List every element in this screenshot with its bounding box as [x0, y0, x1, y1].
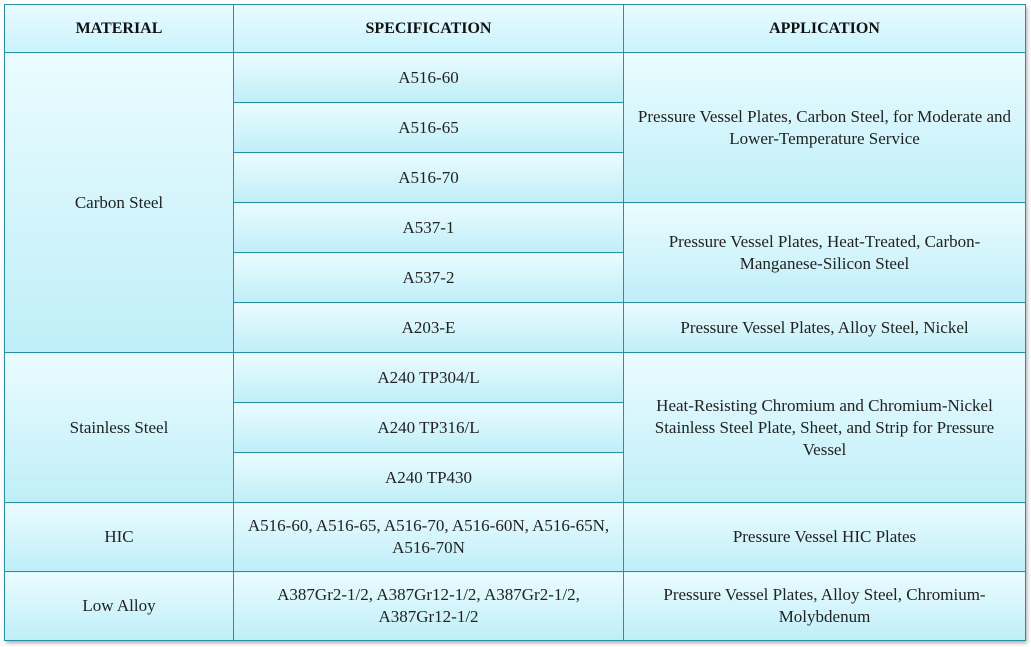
header-row [5, 5, 1026, 53]
table-row [5, 53, 1026, 103]
spec-cell: A240 TP430 [234, 453, 624, 503]
spec-cell: A516-60, A516-65, A516-70, A516-60N, A516-65N, A516-70N [234, 503, 624, 572]
header-material: MATERIAL [5, 5, 234, 53]
spec-cell: A516-65 [234, 103, 624, 153]
material-cell: Low Alloy [5, 572, 234, 641]
spec-cell: A516-60 [234, 53, 624, 103]
application-cell: Heat-Resisting Chromium and Chromium-Nickel Stainless Steel Plate, Sheet, and Strip for Pressure Vessel [624, 353, 1026, 503]
table-row [5, 503, 1026, 572]
header-application: APPLICATION [624, 5, 1026, 53]
application-cell: Pressure Vessel Plates, Heat-Treated, Carbon-Manganese-Silicon Steel [624, 203, 1026, 303]
spec-cell: A537-1 [234, 203, 624, 253]
application-cell: Pressure Vessel Plates, Alloy Steel, Chromium-Molybdenum [624, 572, 1026, 641]
spec-cell: A537-2 [234, 253, 624, 303]
application-cell: Pressure Vessel HIC Plates [624, 503, 1026, 572]
table-row [5, 353, 1026, 403]
materials-table-container [4, 4, 1025, 640]
material-cell: HIC [5, 503, 234, 572]
spec-cell: A387Gr2-1/2, A387Gr12-1/2, A387Gr2-1/2, A387Gr12-1/2 [234, 572, 624, 641]
spec-cell: A240 TP304/L [234, 353, 624, 403]
application-cell: Pressure Vessel Plates, Carbon Steel, for Moderate and Lower-Temperature Service [624, 53, 1026, 203]
header-specification: SPECIFICATION [234, 5, 624, 53]
spec-cell: A516-70 [234, 153, 624, 203]
application-cell: Pressure Vessel Plates, Alloy Steel, Nickel [624, 303, 1026, 353]
spec-cell: A240 TP316/L [234, 403, 624, 453]
spec-cell: A203-E [234, 303, 624, 353]
materials-table [4, 4, 1026, 641]
material-cell: Carbon Steel [5, 53, 234, 353]
table-row [5, 572, 1026, 641]
material-cell: Stainless Steel [5, 353, 234, 503]
